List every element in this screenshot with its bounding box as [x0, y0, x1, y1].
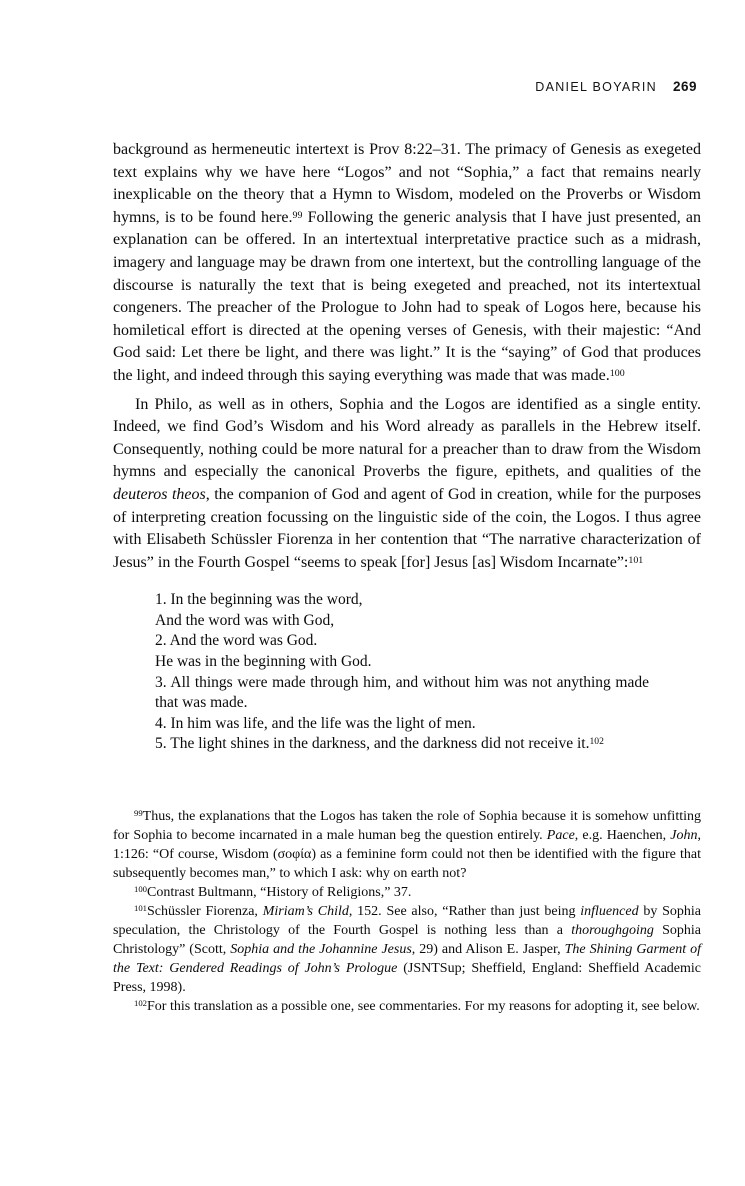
quote-line: 2. And the word was God.	[155, 632, 318, 650]
quote-line: 5. The light shines in the darkness, and the darkness did not receive it.$^{102}$	[155, 735, 604, 753]
footnote-number: 99	[134, 808, 143, 819]
footnote: $^{101}$Schüssler Fiorenza, Miriam’s Child, 152. See also, “Rather than just being influenced by Sophia speculation, the Christology of the Fourth Gospel is nothing less than a thoroughgoing Sophia Christology” (Scott, Sophia and the Johannine Jesus, 29) and Alison E. Jasper, The Shining Garment of the Text: Gendered Readings of John’s Prologue (JSNTSup; Sheffield, England: Sheffield Academic Press, 1998).	[113, 903, 702, 996]
body-paragraph: background as hermeneutic intertext is Prov 8:22–31. The primacy of Genesis as exegeted text explains why we have here “Logos” and not “Sophia,” a fact that remains nearly inexplicable on the theory that a Hymn to Wisdom, modeled on the Proverbs or Wisdom hymns, is to be found here.$^{99}$ Following the generic analysis that I have just presented, an explanation can be offered. In an intertextual interpretative practice such as a midrash, imagery and language may be drawn from one intertext, but the controlling language of the discourse is naturally the text that is being exegeted and preached, not its intertextual congeners. The preacher of the Prologue to John had to speak of Logos here, because his homiletical effort is directed at the opening verses of Genesis, with their majestic: “And God said: Let there be light, and there was light.” It is the “saying” of God that produces the light, and indeed through this saying everything was made that was made.$^{100}$	[113, 141, 701, 384]
quote-line: 4. In him was life, and the life was the light of men.	[155, 714, 476, 732]
footnotes-section	[113, 807, 701, 1016]
footnote: $^{102}$For this translation as a possible one, see commentaries. For my reasons for adopting it, see below.	[134, 998, 700, 1015]
quote-line: And the word was with God,	[155, 611, 335, 629]
quote-line: 3. All things were made through him, and without him was not anything made that was made.	[155, 673, 649, 712]
footnote-reference: 102	[589, 736, 604, 748]
page-content	[113, 139, 701, 1016]
footnote-number: 102	[134, 998, 148, 1009]
footnote: $^{99}$Thus, the explanations that the Logos has taken the role of Sophia because it is somehow unfitting for Sophia to become incarnated in a male human beg the question entirely. Pace, e.g. Haenchen, John, 1:126: “Of course, Wisdom (σοφία) as a feminine form could not then be identified with the figure that subsequently becomes man,” to which I ask: why on earth not?	[113, 808, 701, 882]
block-quote	[155, 590, 649, 755]
footnote: $^{100}$Contrast Bultmann, “History of Religions,” 37.	[134, 884, 412, 901]
footnote-reference: 100	[609, 367, 625, 379]
body-paragraphs	[113, 139, 701, 574]
quote-line: 1. In the beginning was the word,	[155, 591, 363, 609]
footnote-reference: 101	[628, 554, 644, 566]
footnote-number: 100	[134, 884, 148, 895]
body-paragraph: In Philo, as well as in others, Sophia and the Logos are identified as a single entity. Indeed, we find God’s Wisdom and his Word already as parallels in the Hebrew itself. Consequently, nothing could be more natural for a preacher than to draw from the Wisdom hymns and especially the canonical Proverbs the figure, epithets, and qualities of the deuteros theos, the companion of God and agent of God in creation, while for the purposes of interpreting creation focussing on the linguistic side of the coin, the Logos. I thus agree with Elisabeth Schüssler Fiorenza in her contention that “The narrative characterization of Jesus” in the Fourth Gospel “seems to speak [for] Jesus [as] Wisdom Incarnate”:$^{101}$	[113, 395, 701, 571]
author-name: DANIEL BOYARIN	[535, 80, 657, 94]
page-number: 269	[672, 79, 697, 94]
quote-line: He was in the beginning with God.	[155, 653, 372, 671]
footnote-reference: 99	[292, 209, 303, 221]
footnote-number: 101	[134, 903, 148, 914]
running-header	[113, 79, 697, 94]
